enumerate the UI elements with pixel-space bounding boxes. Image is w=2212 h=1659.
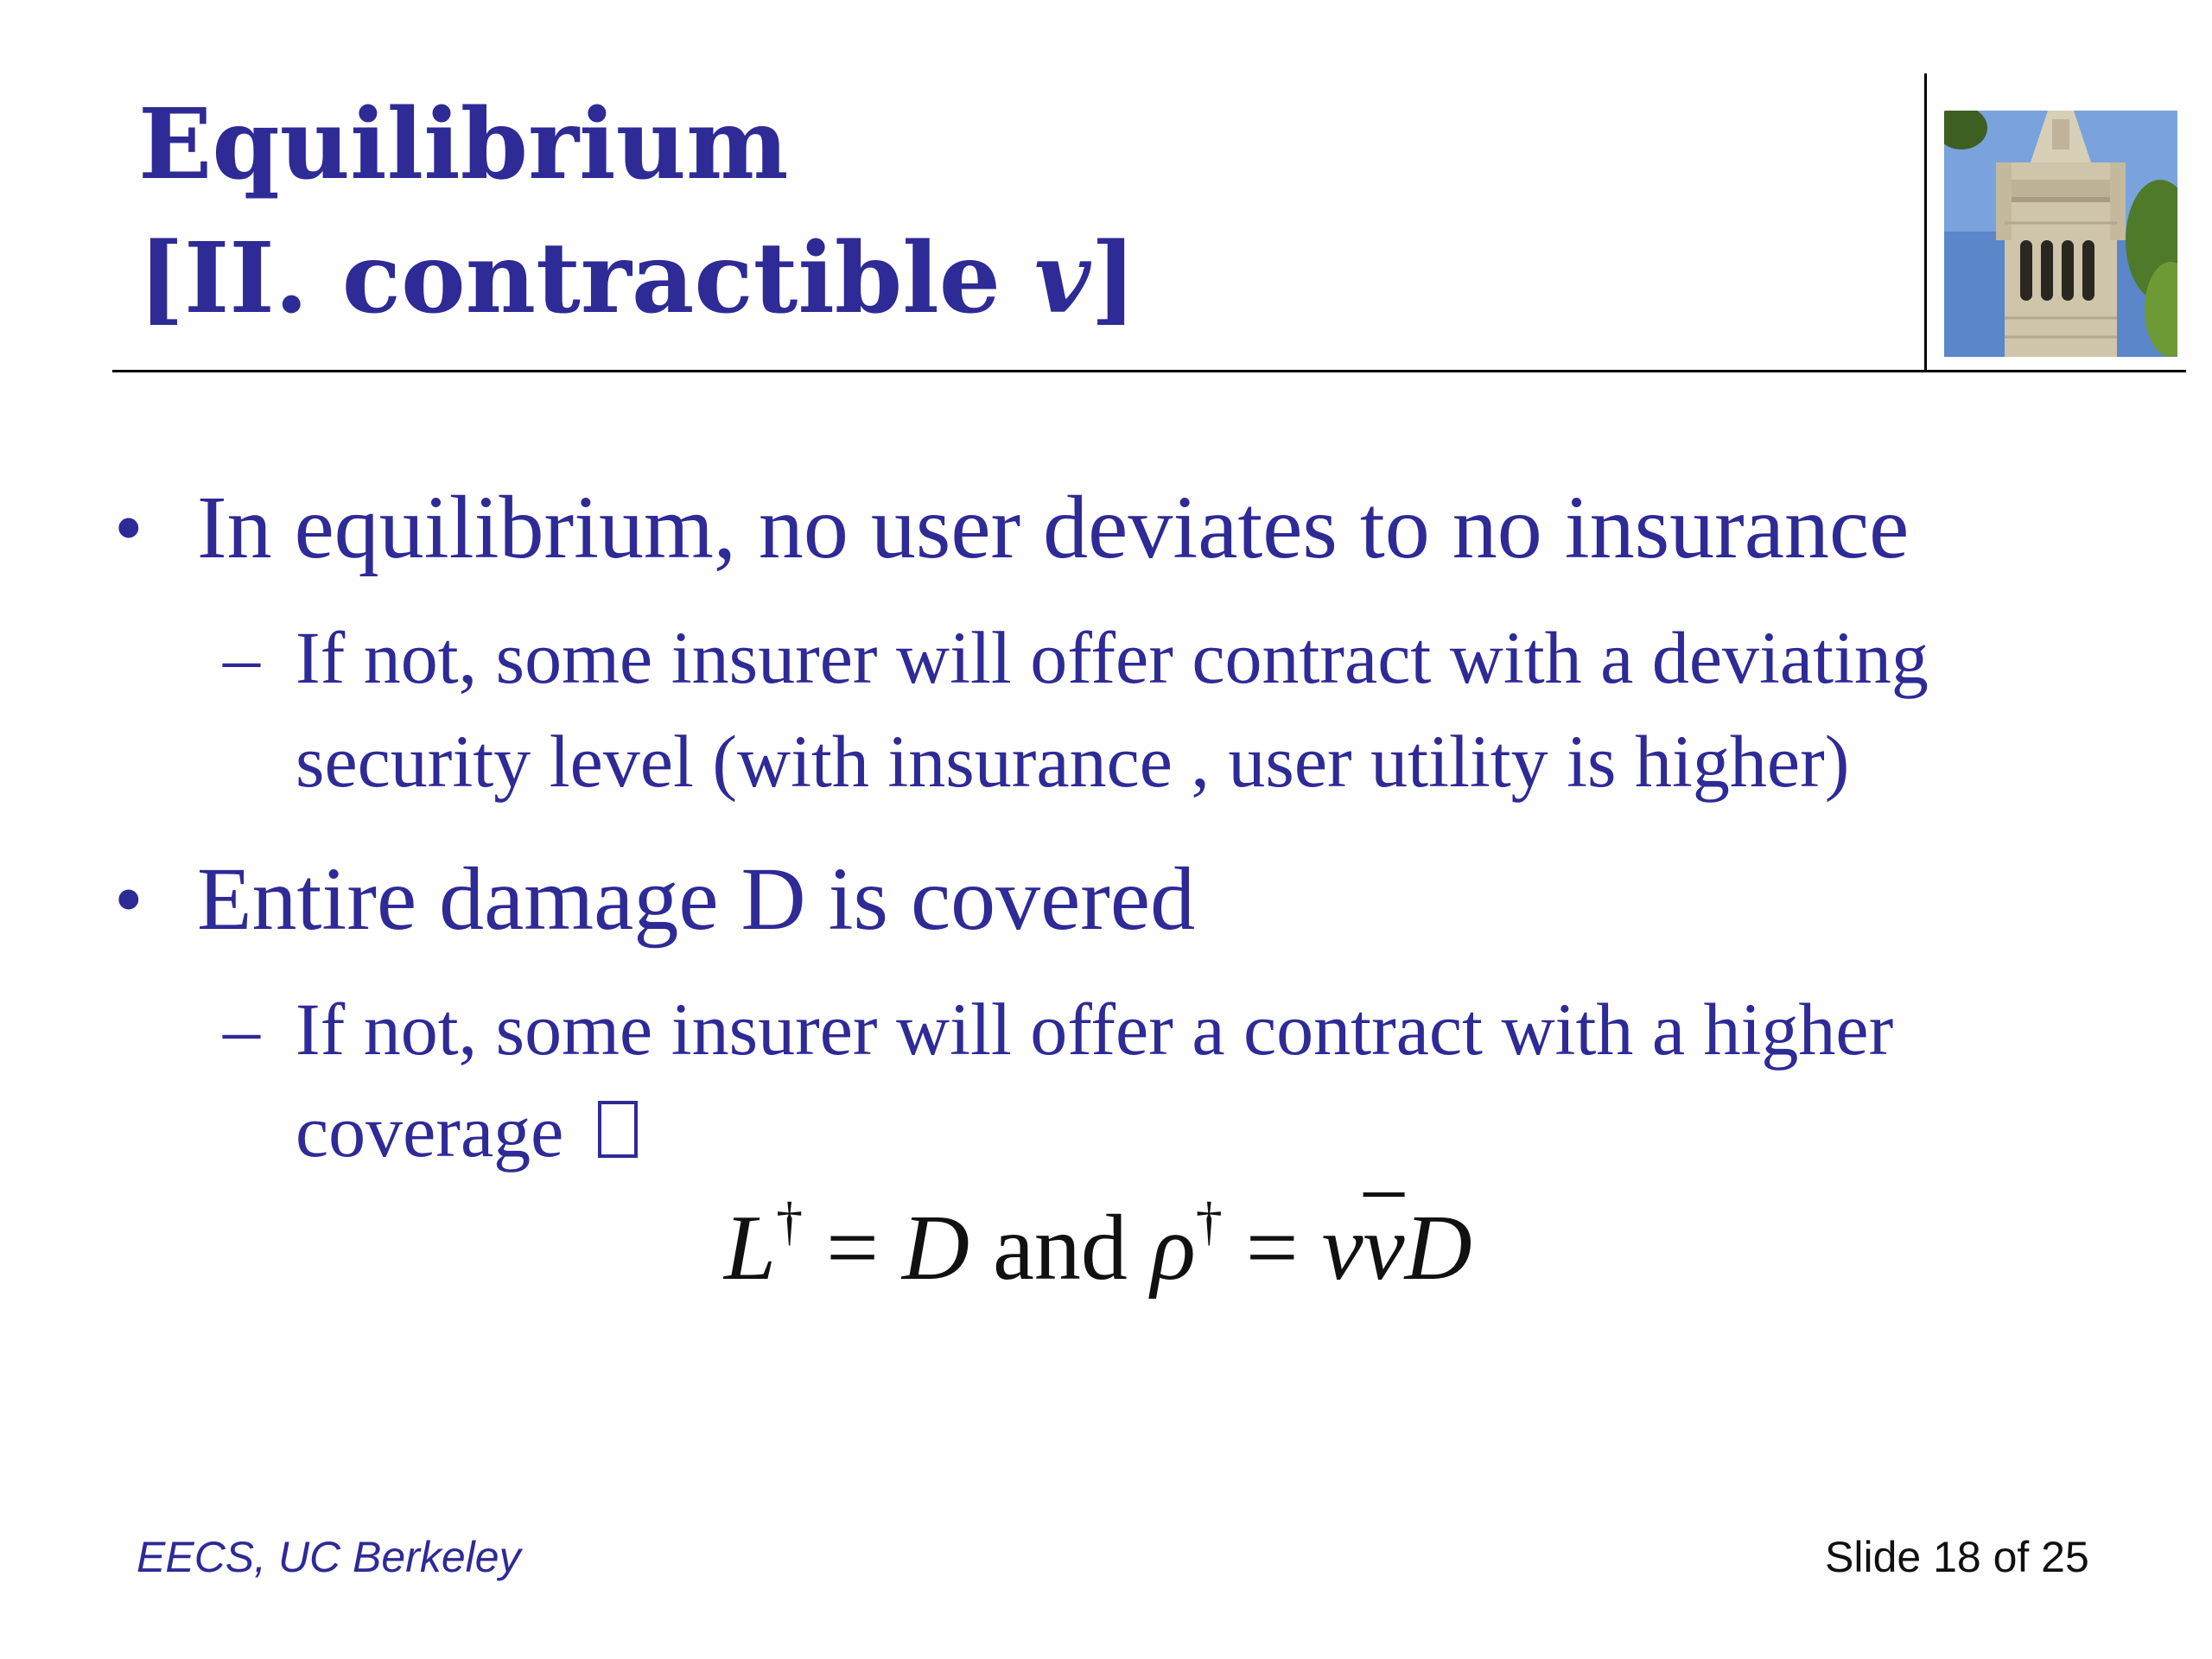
- eq-v: v: [1321, 1197, 1363, 1300]
- eq-dagger-1: †: [776, 1192, 804, 1251]
- eq-and: and: [993, 1197, 1128, 1300]
- bullet-1: In equilibrium, no user deviates to no insurance: [197, 478, 1910, 577]
- footer-slide-number: Slide 18 of 25: [1825, 1533, 2089, 1581]
- footer-institution: EECS, UC Berkeley: [137, 1533, 521, 1581]
- empty-box-icon: [598, 1101, 638, 1158]
- title-line-2-suffix: ]: [1090, 222, 1137, 335]
- sub-bullet-2-line-1: If not, some insurer will offer a contract with a higher: [296, 988, 1894, 1071]
- eq-D-2: D: [1404, 1197, 1472, 1300]
- equation: [724, 1184, 1472, 1313]
- bullet-marker-2: •: [114, 853, 143, 945]
- title-line-1: Equilibrium: [138, 88, 789, 201]
- eq-L: L: [724, 1197, 777, 1300]
- bullet-marker-1: •: [114, 481, 143, 574]
- title-variable: v: [1033, 222, 1091, 335]
- sub-bullet-2-line-2: [296, 1080, 638, 1182]
- title-line-2-prefix: [II. contractible: [138, 222, 1034, 335]
- eq-equals-1: =: [826, 1197, 879, 1300]
- sub-dash-2: –: [223, 988, 260, 1071]
- bullet-2: Entire damage D is covered: [197, 849, 1196, 949]
- sub-dash-1: –: [223, 616, 260, 699]
- eq-dagger-2: †: [1195, 1192, 1223, 1251]
- eq-rho: ρ: [1150, 1197, 1196, 1300]
- eq-equals-2: =: [1245, 1197, 1299, 1300]
- sub-bullet-1-line-1: If not, some insurer will offer contract with a deviating: [296, 616, 1929, 699]
- sub-bullet-2-line-2-text: coverage: [296, 1090, 564, 1173]
- eq-D-1: D: [902, 1197, 969, 1300]
- sub-bullet-1-line-2: security level (with insurance , user utility is higher): [296, 720, 1850, 803]
- eq-vbar: $\overline{v}$: [1363, 1197, 1405, 1300]
